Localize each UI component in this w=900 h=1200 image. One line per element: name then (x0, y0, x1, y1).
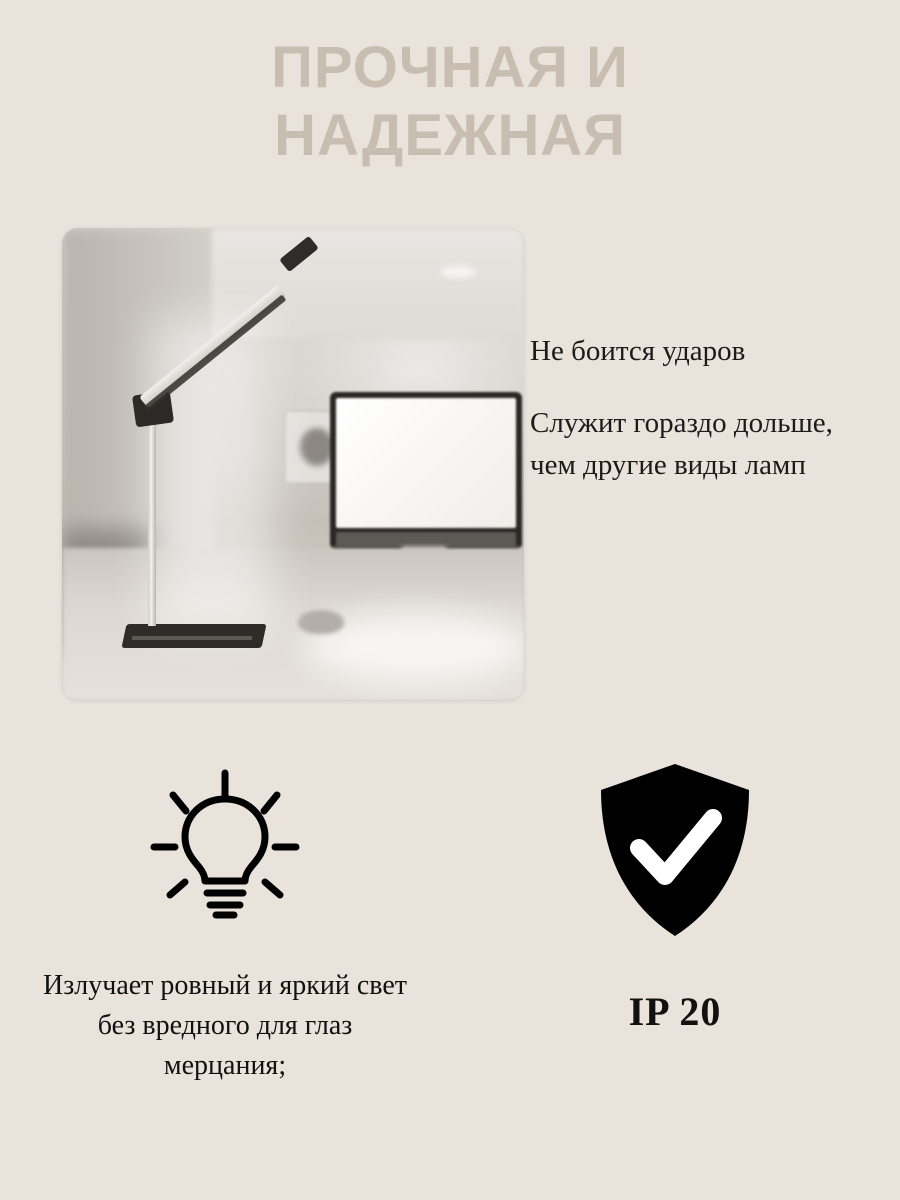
page-title-line-1: ПРОЧНАЯ И (271, 35, 629, 100)
lightbulb-icon (140, 760, 310, 940)
feature-caption-ip-rating: IP 20 (628, 989, 722, 1034)
feature-ip-rating (450, 760, 900, 1085)
benefit-item-2: Служит гораздо дольше, чем другие виды ламп (530, 407, 833, 482)
photo-lamp-base-highlight (132, 636, 253, 640)
photo-ceiling-light (440, 266, 476, 278)
feature-flicker-free (0, 760, 450, 1085)
photo-monitor-screen (336, 398, 516, 528)
page-title-line-2: НАДЕЖНАЯ (274, 103, 626, 169)
photo-lamp-glow (152, 318, 272, 638)
page-title (0, 34, 900, 171)
photo-mouse (298, 610, 344, 634)
shield-check-icon (595, 760, 755, 940)
benefit-item-1: Не боится ударов (530, 335, 746, 367)
product-photo (62, 228, 524, 700)
feature-caption-flicker-free: Излучает ровный и яркий свет без вредного для глаз мерцания; (42, 970, 407, 1081)
photo-monitor-chin (336, 532, 516, 546)
photo-lamp-stem (148, 411, 156, 626)
features-row (0, 760, 900, 1085)
product-photo-scene (62, 228, 524, 700)
benefits-list (530, 330, 875, 486)
photo-monitor (330, 392, 522, 550)
